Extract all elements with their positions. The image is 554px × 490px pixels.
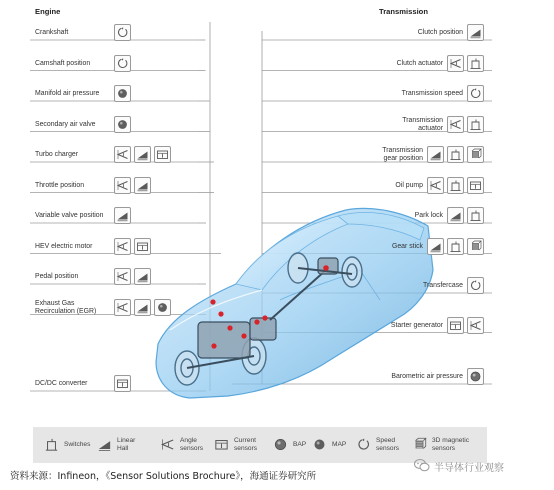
current-sensor-icon <box>114 375 131 392</box>
switch-sensor-icon <box>447 146 464 163</box>
speed-sensor-icon <box>114 24 131 41</box>
engine-item-label: Pedal position <box>35 273 79 280</box>
angle-sensor-icon <box>447 55 464 72</box>
map-sensor-icon <box>114 116 131 133</box>
transmission-item-label-line: gear position <box>383 155 423 162</box>
legend-switch-icon <box>43 436 60 453</box>
legend-label-line: Current <box>234 437 256 444</box>
current-sensor-icon <box>134 238 151 255</box>
legend-label-line: 3D magnetic <box>432 437 470 444</box>
legend-label-line: MAP <box>332 441 347 448</box>
angle-sensor-icon <box>114 177 131 194</box>
current-sensor-icon <box>447 317 464 334</box>
transmission-item-label: Gear stick <box>391 242 423 250</box>
engine-item-label: Variable valve position <box>35 212 104 219</box>
engine-item-label: DC/DC converter <box>35 380 88 387</box>
engine-block <box>198 322 250 358</box>
legend <box>33 427 487 463</box>
legend-label <box>432 437 469 452</box>
engine-item-label: Turbo charger <box>35 151 79 158</box>
transmission-item-label-line: Transmission <box>382 147 423 154</box>
switch-sensor-icon <box>447 238 464 255</box>
legend-label-line: sensors <box>432 444 456 452</box>
legend-bap-icon <box>272 436 289 453</box>
watermark <box>414 459 546 473</box>
legend-label <box>376 437 399 452</box>
angle-sensor-icon <box>114 146 131 163</box>
gearbox <box>250 318 276 340</box>
transmission-item-label-line: actuator <box>418 124 443 132</box>
transmission-item-label: Transmission speed <box>401 90 463 97</box>
legend-label-line: sensors <box>180 444 204 452</box>
engine-item-label-line: Exhaust Gas <box>35 299 75 307</box>
speed-sensor-icon <box>467 277 484 294</box>
linear-sensor-icon <box>467 24 484 41</box>
angle-sensor-icon <box>114 299 131 316</box>
angle-sensor-icon <box>447 116 464 133</box>
legend-label-line: Switches <box>64 441 91 448</box>
transmission-item-label: Clutch position <box>417 29 463 36</box>
linear-sensor-icon <box>134 299 151 316</box>
angle-sensor-icon <box>467 317 484 334</box>
engine-item-label: Crankshaft <box>35 29 69 36</box>
legend-speed-icon <box>355 436 372 453</box>
wechat-logo <box>414 459 430 472</box>
legend-label-line: Angle <box>180 437 197 444</box>
legend-label <box>293 441 306 449</box>
linear-sensor-icon <box>114 207 131 224</box>
speed-sensor-icon <box>467 85 484 102</box>
magnetic-3d-sensor-icon <box>467 238 484 255</box>
engine-item-label: Secondary air valve <box>35 120 96 128</box>
legend-label <box>117 437 135 452</box>
engine-item-label: Manifold air pressure <box>35 90 100 97</box>
map-sensor-icon <box>114 85 131 102</box>
legend-label-line: Hall <box>117 444 129 452</box>
legend-angle-icon <box>159 436 176 453</box>
rear-right-wheel <box>342 257 362 287</box>
source-note: 资料来源：Infineon，《Sensor Solutions Brochure》，海通证券研究所 <box>10 471 317 482</box>
transmission-heading: Transmission <box>379 7 428 16</box>
switch-sensor-icon <box>467 55 484 72</box>
linear-sensor-icon <box>447 207 464 224</box>
legend-map-icon <box>311 436 328 453</box>
legend-label <box>332 441 346 449</box>
magnetic-3d-sensor-icon <box>467 146 484 163</box>
engine-item-label <box>35 300 96 316</box>
linear-sensor-icon <box>134 177 151 194</box>
transmission-item-label: Transfercase <box>423 282 463 289</box>
transmission-item-label: Barometric air pressure <box>391 373 463 380</box>
legend-label <box>180 437 203 452</box>
angle-sensor-icon <box>114 268 131 285</box>
engine-heading: Engine <box>35 7 61 16</box>
engine-item-label: Camshaft position <box>35 59 91 67</box>
transmission-item-label-line: Transmission <box>402 116 443 124</box>
transmission-item-label: Clutch actuator <box>396 59 443 67</box>
legend-label <box>234 437 257 452</box>
legend-current-icon <box>213 436 230 453</box>
bap-sensor-icon <box>467 368 484 385</box>
watermark-text: 半导体行业观察 <box>434 463 504 474</box>
transmission-item-label: Park lock <box>414 212 443 219</box>
switch-sensor-icon <box>467 116 484 133</box>
engine-item-label: Throttle position <box>35 181 85 189</box>
legend-label-line: Speed <box>376 437 396 444</box>
linear-sensor-icon <box>427 146 444 163</box>
transmission-item-label <box>382 147 423 163</box>
switch-sensor-icon <box>447 177 464 194</box>
engine-item-label-line: Recirculation (EGR) <box>35 307 97 315</box>
switch-sensor-icon <box>467 207 484 224</box>
legend-label <box>64 441 90 449</box>
angle-sensor-icon <box>114 238 131 255</box>
linear-sensor-icon <box>427 238 444 255</box>
legend-label-line: Linear <box>117 437 136 444</box>
speed-sensor-icon <box>114 55 131 72</box>
current-sensor-icon <box>154 146 171 163</box>
legend-magnetic-3d-icon <box>411 436 428 453</box>
transmission-item-label: Oil pump <box>395 181 423 189</box>
linear-sensor-icon <box>134 146 151 163</box>
transmission-item-label <box>402 117 443 133</box>
legend-label-line: BAP <box>293 441 307 448</box>
transmission-item-label: Starter generator <box>390 321 443 329</box>
legend-label-line: sensors <box>376 444 400 452</box>
linear-sensor-icon <box>134 268 151 285</box>
angle-sensor-icon <box>427 177 444 194</box>
current-sensor-icon <box>467 177 484 194</box>
legend-linear-icon <box>96 436 113 453</box>
map-sensor-icon <box>154 299 171 316</box>
engine-item-label: HEV electric motor <box>35 242 93 250</box>
legend-label-line: sensors <box>234 444 258 452</box>
